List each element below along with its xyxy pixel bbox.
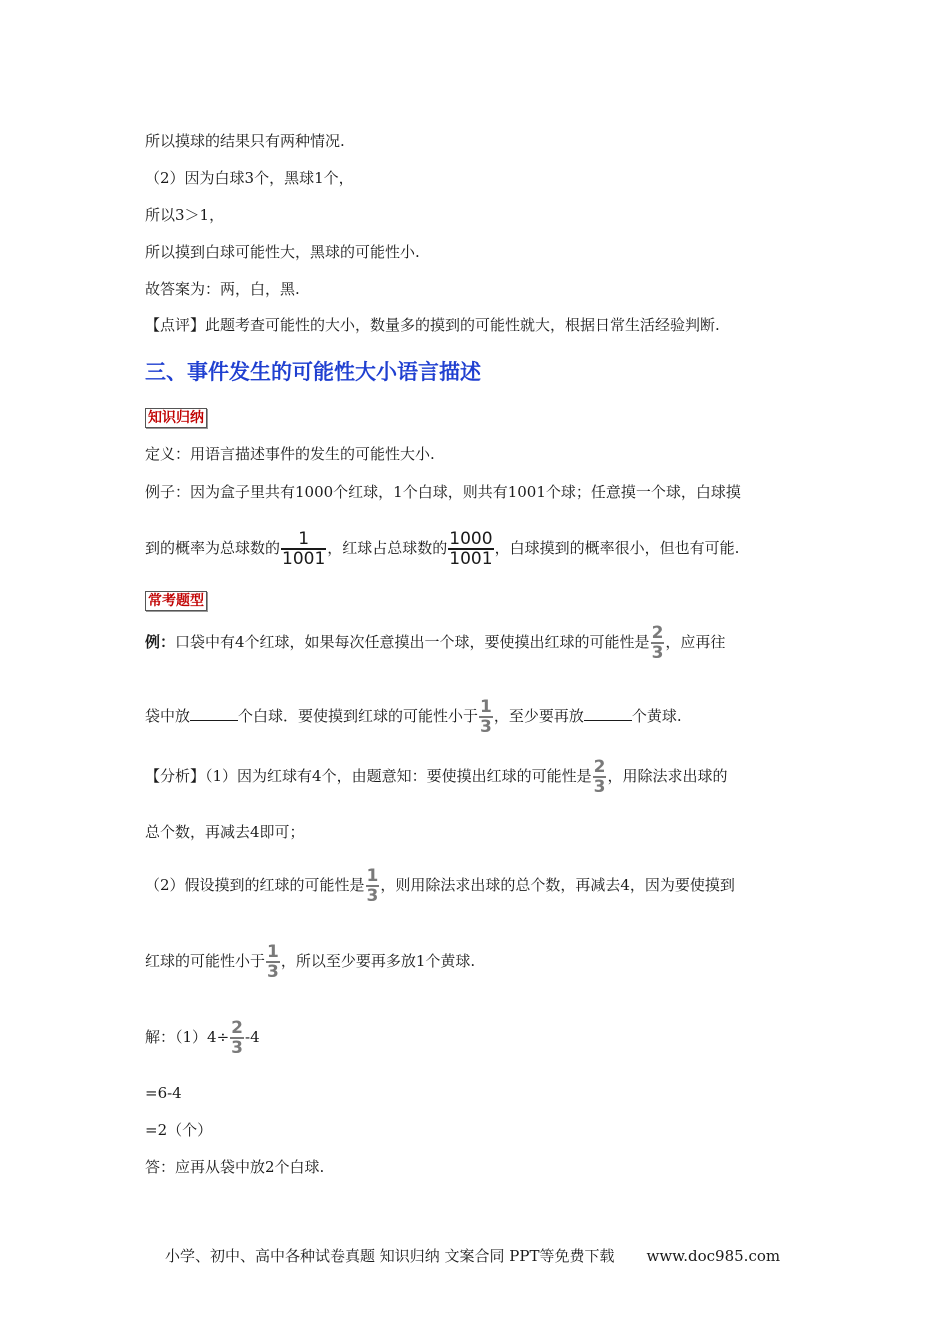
text-line: 所以3＞1， xyxy=(145,206,225,224)
fraction xyxy=(651,624,665,662)
text-span: ，应再往 xyxy=(665,633,726,651)
fraction xyxy=(448,530,493,568)
fraction-numerator: 1 xyxy=(480,697,492,717)
text-line: 所以摸球的结果只有两种情况. xyxy=(145,132,345,150)
definition-line: 定义：用语言描述事件的发生的可能性大小. xyxy=(145,445,435,463)
comment-line: 【点评】此题考查可能性的大小，数量多的摸到的可能性就大，根据日常生活经验判断. xyxy=(145,316,720,334)
fraction xyxy=(281,530,326,568)
text-span: 红球的可能性小于 xyxy=(145,952,266,970)
fraction-denominator: 3 xyxy=(480,717,492,737)
fraction xyxy=(593,758,607,796)
text-line: 故答案为：两，白，黑. xyxy=(145,280,300,298)
fraction-denominator: 3 xyxy=(651,643,664,663)
text-span: 解：（1）4÷ xyxy=(145,1028,230,1046)
fraction-denominator: 3 xyxy=(231,1038,243,1058)
fraction-denominator: 3 xyxy=(267,962,279,982)
footer-link[interactable]: www.doc985.com xyxy=(646,1247,781,1265)
fraction-numerator: 2 xyxy=(593,757,606,777)
text-line: （2）因为白球3个，黑球1个， xyxy=(145,169,354,187)
knowledge-tag: 知识归纳 xyxy=(145,408,207,428)
text-span: ，用除法求出球的 xyxy=(607,767,728,785)
example-line-cont xyxy=(145,530,739,568)
fraction-numerator: 2 xyxy=(651,623,664,643)
text-span: 袋中放 xyxy=(145,707,191,725)
analysis-line xyxy=(145,758,727,796)
text-span: ，红球占总球数的 xyxy=(327,539,448,557)
fraction-numerator: 1000 xyxy=(449,529,493,549)
text-span: 到的概率为总球数的 xyxy=(145,539,281,557)
fraction-denominator: 1001 xyxy=(282,549,326,569)
answer-line: 答：应再从袋中放2个白球. xyxy=(145,1158,325,1176)
answer-blank xyxy=(584,705,632,721)
solution-line xyxy=(145,1019,260,1057)
fraction-denominator: 3 xyxy=(593,777,606,797)
text-span: ，则用除法求出球的总个数，再减去4，因为要使摸到 xyxy=(380,876,735,894)
text-span: ，至少要再放 xyxy=(493,707,584,725)
fraction-numerator: 1 xyxy=(267,942,279,962)
text-span: （2）假设摸到的红球的可能性是 xyxy=(145,876,365,894)
solution-line: =2（个） xyxy=(145,1121,213,1139)
question-label: 例： xyxy=(145,633,176,651)
fraction-numerator: 1 xyxy=(366,866,379,886)
analysis-line xyxy=(145,867,735,905)
text-span: 个白球．要使摸到红球的可能性小于 xyxy=(238,707,479,725)
question-line-cont xyxy=(145,698,682,736)
footer-text: 小学、初中、高中各种试卷真题 知识归纳 文案合同 PPT等免费下载 xyxy=(165,1247,615,1265)
example-line: 例子：因为盒子里共有1000个红球，1个白球，则共有1001个球；任意摸一个球，白球摸 xyxy=(145,483,741,501)
fraction xyxy=(266,943,280,981)
fraction-denominator: 1001 xyxy=(449,549,493,569)
fraction xyxy=(366,867,380,905)
text-span: -4 xyxy=(245,1028,260,1046)
common-question-tag: 常考题型 xyxy=(145,591,207,611)
fraction-numerator: 1 xyxy=(298,529,310,549)
text-span: 个黄球. xyxy=(631,707,682,725)
text-line: 所以摸到白球可能性大，黑球的可能性小. xyxy=(145,243,420,261)
section-heading: 三、事件发生的可能性大小语言描述 xyxy=(145,360,481,384)
fraction-denominator: 3 xyxy=(366,886,379,906)
answer-blank xyxy=(190,705,238,721)
text-span: 【分析】（1）因为红球有4个，由题意知：要使摸出红球的可能性是 xyxy=(145,767,592,785)
fraction-numerator: 2 xyxy=(231,1018,243,1038)
text-span: ，所以至少要再多放1个黄球. xyxy=(280,952,476,970)
text-span: 口袋中有4个红球，如果每次任意摸出一个球，要使摸出红球的可能性是 xyxy=(175,633,650,651)
analysis-line: 总个数，再减去4即可； xyxy=(145,823,305,841)
analysis-line xyxy=(145,943,475,981)
solution-line: =6-4 xyxy=(145,1084,182,1102)
fraction xyxy=(479,698,493,736)
question-line xyxy=(145,624,725,662)
page-footer xyxy=(165,1246,780,1266)
text-span: ，白球摸到的概率很小，但也有可能. xyxy=(494,539,740,557)
fraction xyxy=(230,1019,244,1057)
